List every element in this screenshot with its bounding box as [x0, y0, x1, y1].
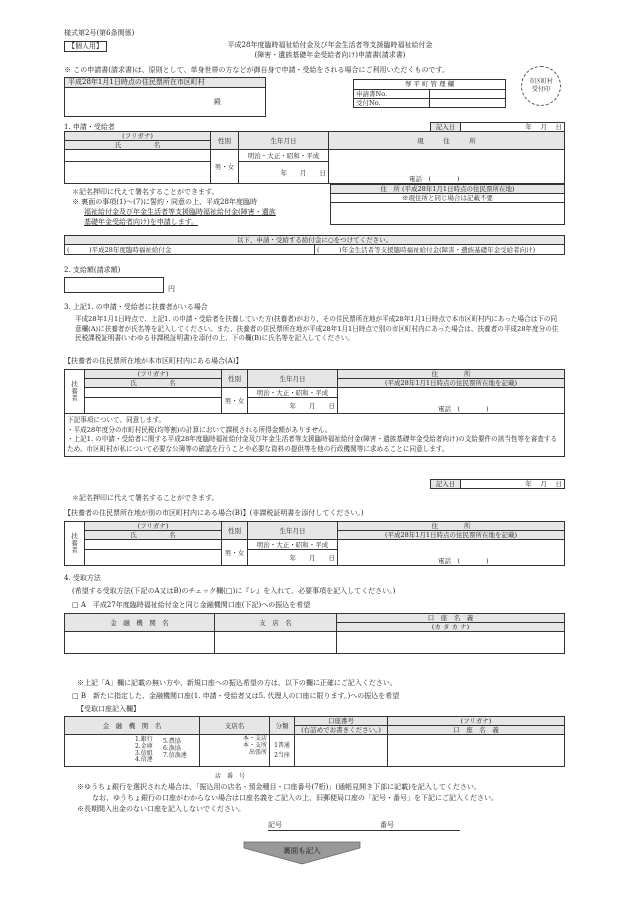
supporter-b-table	[64, 521, 565, 566]
furigana-field[interactable]	[65, 150, 211, 162]
store-number-label: 店 番 号	[215, 773, 246, 780]
benefit-select-instruction: 以下、申請・受給する給付金に○をつけてください。	[65, 236, 565, 245]
supporter-b-title: 【扶養者の住民票所在地が別の市区町村内にある場合(B)】(非課税証明書を添付してください。)	[64, 509, 364, 517]
branch-header: 支店名	[200, 717, 270, 735]
consent-line-2: 福祉給付金及び年金生活者等支援臨時福祉給付金(障害・遺族	[84, 208, 276, 216]
bank-type-1: 1.銀行	[135, 735, 153, 743]
account-b-table	[64, 716, 565, 767]
branch-type-field[interactable]	[200, 735, 270, 767]
benefit-option-1[interactable]: ( )平成28年度臨時福祉給付金	[65, 245, 315, 255]
branch-type-3: 出張所	[248, 749, 267, 757]
supporter-a-title: 【扶養者の住民票所在地が本市区町村内にある場合(A)】	[64, 357, 243, 365]
option-a-note: ※上記「A」欄に記載の無い方や、新規口座への振込希望の方は、以下の欄に正確にご記入ください。	[77, 679, 397, 687]
sex-field[interactable]: 男・女	[222, 540, 248, 566]
agree-line-0: 下記事項について、同意します。	[67, 416, 166, 425]
bank-type-5: 5.農協	[163, 737, 181, 745]
registered-address-label: 住 所 (平成28年1月1日時点の住民票所在地)	[331, 185, 565, 194]
bango-label: 番号	[380, 821, 394, 829]
account-no-subheader: (右詰めでお書きください。)	[295, 726, 388, 735]
furigana-header: (フリガナ)	[65, 132, 211, 141]
bank-type-4: 4.信連	[135, 756, 153, 764]
dob-header: 生年月日	[248, 370, 338, 388]
dob-field[interactable]: 年 月 日	[239, 162, 329, 184]
name-header: 氏 名	[85, 379, 222, 388]
reception-stamp: 市区町村 受付印	[521, 66, 561, 106]
phone-field[interactable]: 電話 ( )	[338, 540, 565, 566]
form-number: 様式第2号(第6条関係)	[64, 29, 135, 37]
bank-type-6: 6.漁協	[163, 744, 181, 752]
account-type-field[interactable]	[270, 735, 295, 767]
supporter-label: 扶 養 者	[65, 370, 85, 414]
bank-name-header: 金 融 機 関 名	[65, 614, 215, 632]
address-header: 住 所	[338, 370, 565, 379]
benefit-select-table	[64, 235, 565, 255]
katakana-header: (カ タ カ ナ)	[337, 623, 565, 632]
branch-header: 支 店 名	[215, 614, 337, 632]
supporter-a-table	[64, 369, 565, 457]
registered-address-field[interactable]	[331, 203, 565, 225]
footer-note-1: ※ゆうちょ銀行を選択された場合は、「振込用の店名・預金種目・口座番号(7桁)」(通帳見開き下部に記載)を記入してください。	[77, 783, 481, 791]
dono-label: 殿	[214, 98, 221, 106]
see-back-label: 裏面も記入	[283, 846, 321, 855]
app-no-field[interactable]	[430, 90, 506, 99]
benefit-option-2[interactable]: ( )年金生活者等支援臨時福祉給付金(障害・遺族基礎年金受給者向け)	[315, 245, 565, 255]
form-title: 平成28年度臨時福祉給付金及び年金生活者等支援臨時福祉給付金	[227, 41, 433, 49]
bango-field[interactable]	[380, 821, 460, 831]
dob-field[interactable]: 年 月 日	[248, 550, 338, 566]
branch-type-2: 本・支所	[242, 742, 267, 750]
bank-type-7: 7.信漁連	[163, 751, 187, 759]
name-field[interactable]	[65, 162, 211, 184]
management-table	[353, 79, 506, 108]
account-holder-field[interactable]	[388, 735, 565, 767]
footer-note-3: ※長期間入出金のない口座を記入しないでください。	[77, 805, 245, 813]
bank-type-left	[135, 737, 153, 765]
era-field[interactable]: 明治・大正・昭和・平成	[248, 540, 338, 550]
account-type-header: 分類	[270, 717, 295, 735]
option-a-checkbox[interactable]: □ A 平成27年度臨時福祉給付金と同じ金融機関口座(下記)への振込を希望	[72, 601, 311, 609]
agree-line-2: ・上記1. の申請・受給者に関する平成28年度臨時福祉給付金及び年金生活者等支援臨時福祉給付金(障害・遺族基礎年金受給者向け)の支給要件の該当性等を審査するため、市区町村が私について必要な公簿等の確認を行うことや必要な資料の提供等を他の行政機関等に求めることに同意します。	[67, 435, 558, 453]
form-subtitle: (障害・遺族基礎年金受給者向け)申請書(請求書)	[254, 51, 406, 59]
phone-field[interactable]: 電話 ( )	[338, 388, 565, 414]
furigana-header: (フリガナ)	[388, 717, 565, 726]
s3-heading: 3. 上記1. の申請・受給者に扶養者がいる場合	[64, 303, 208, 311]
furigana-field[interactable]	[85, 540, 222, 550]
usage-notice: ※ この申請書(請求書)は、原則として、単身世帯の方などが御自身で申請・受給をされる場合にご利用いただくものです。	[64, 66, 449, 74]
furigana-header: (フリガナ)	[85, 522, 222, 531]
applicant-table	[64, 131, 565, 184]
entry-date-label: 記入日	[431, 480, 461, 489]
sex-header: 性別	[211, 132, 239, 150]
consent-line-1: ※ 裏面の事項(1)～(7)に誓約・同意の上、平成28年度臨時	[72, 198, 257, 206]
supporter-label: 扶 養 者	[65, 522, 85, 566]
account-holder-header: 口 座 名 義	[337, 614, 565, 623]
municipality-box[interactable]	[64, 77, 266, 117]
name-header: 氏 名	[85, 531, 222, 540]
dob-field[interactable]: 年 月 日	[248, 398, 338, 414]
era-field[interactable]: 明治・大正・昭和・平成	[248, 388, 338, 398]
registered-address-note: ※現住所と同じ場合は記載不要	[331, 194, 565, 203]
sex-field[interactable]: 男・女	[211, 150, 239, 184]
entry-date-box-2[interactable]	[430, 479, 565, 489]
branch-type-1: 本・支店	[242, 735, 267, 743]
municipality-label: 平成28年1月1日時点の住民票所在市区町村	[65, 78, 265, 88]
bank-name-header: 金 融 機 関 名	[65, 717, 200, 735]
agreement-text	[65, 414, 565, 457]
bank-name-field[interactable]	[65, 632, 215, 654]
seal-note: ＊記名押印に代えて署名することができます。	[72, 188, 219, 196]
dob-header: 生年月日	[239, 132, 329, 150]
furigana-header: (フリガナ)	[85, 370, 222, 379]
account-a-table	[64, 613, 565, 654]
account-holder-header: 口 座 名 義	[388, 726, 565, 735]
option-b-checkbox[interactable]: □ B 新たに指定した、金融機関口座(1. 申請・受給者又は5. 代理人の口座に限ります。)への振込を希望	[72, 692, 400, 700]
address-subheader: (平成28年1月1日時点の住民票所在地を記載)	[338, 379, 565, 388]
account-holder-field[interactable]	[337, 632, 565, 654]
consent-line-3: 基礎年金受給者向け)を申請します。	[84, 218, 199, 226]
name-field[interactable]	[85, 550, 222, 566]
phone-field[interactable]: 電話 ( )	[329, 150, 565, 184]
era-field[interactable]: 明治・大正・昭和・平成	[239, 150, 329, 162]
branch-field[interactable]	[215, 632, 337, 654]
sex-header: 性別	[222, 522, 248, 540]
name-field[interactable]	[85, 398, 222, 414]
bank-type-field[interactable]	[65, 735, 200, 767]
s4-heading: 4. 受取方法	[64, 574, 101, 582]
address-subheader: (平成28年1月1日時点の住民票所在地を記載)	[338, 531, 565, 540]
bank-type-3: 3.信組	[135, 749, 153, 757]
account-type-1: 1普通	[274, 742, 290, 750]
address-header: 住 所	[338, 522, 565, 531]
receiving-account-title: 【受取口座記入欄】	[77, 705, 140, 713]
sex-header: 性別	[222, 370, 248, 388]
seal-note-2: ＊記名押印に代えて署名することができます。	[72, 494, 219, 502]
furigana-field[interactable]	[85, 388, 222, 398]
management-title: 琴 平 町 管 理 欄	[354, 80, 506, 90]
registered-address-table	[330, 184, 565, 225]
s3-paragraph: 平成28年1月1日時点で、上記1. の申請・受給者を扶養していた方(扶養者)がおり、その住民票所在地が平成28年1月1日時点で本市区町村内にあった場合は下の同意欄(A)に扶養者が氏名等を記入してください。また、扶養者の住民票所在地が平成28年1月1日時点で別の市区町村内にあった場合は、扶養者の平成28年度分の住民税課税証明書(いわゆる非課税証明書)を添付の上、下の欄(B)に氏名等を記入してください。	[75, 315, 559, 343]
name-header: 氏 名	[65, 141, 211, 150]
s4-instruction: (希望する受取方法(下記のA又はB)のチェック欄(□)に『レ』を入れて、必要事項を記入してください。)	[72, 587, 396, 595]
footer-note-2: なお、ゆうちょ銀行の口座がわからない場合は口座名義をご記入の上、旧郵便局口座の「記号・番号」を下記にご記入ください。	[92, 794, 498, 802]
account-no-field[interactable]	[295, 735, 388, 767]
app-no-label: 申請書No.	[354, 90, 430, 99]
bank-type-2: 2.金庫	[135, 742, 153, 750]
s2-heading: 2. 支給額(請求額)	[64, 266, 121, 274]
entry-date-value[interactable]: 年 月 日	[461, 123, 565, 132]
entry-date-value[interactable]: 年 月 日	[461, 480, 565, 489]
bank-type-right	[163, 739, 187, 760]
personal-use-badge: 【個人用】	[64, 41, 107, 52]
receipt-no-label: 受付No.	[354, 99, 430, 108]
receipt-no-field[interactable]	[430, 99, 506, 108]
s1-heading: 1. 申請・受給者	[64, 123, 115, 131]
agree-line-1: ・平成28年度分の市町村民税(均等割)の計算において課税される所得金額がありません。	[67, 425, 332, 434]
entry-date-label: 記入日	[431, 123, 461, 132]
account-type-2: 2当座	[274, 751, 290, 759]
address-header: 現 住 所	[329, 132, 565, 150]
account-no-header: 口座番号	[295, 717, 388, 726]
dob-header: 生年月日	[248, 522, 338, 540]
amount-field[interactable]	[64, 277, 164, 293]
yen-label: 円	[168, 285, 175, 293]
kigo-label: 記号	[268, 821, 282, 829]
sex-field[interactable]: 男・女	[222, 388, 248, 414]
